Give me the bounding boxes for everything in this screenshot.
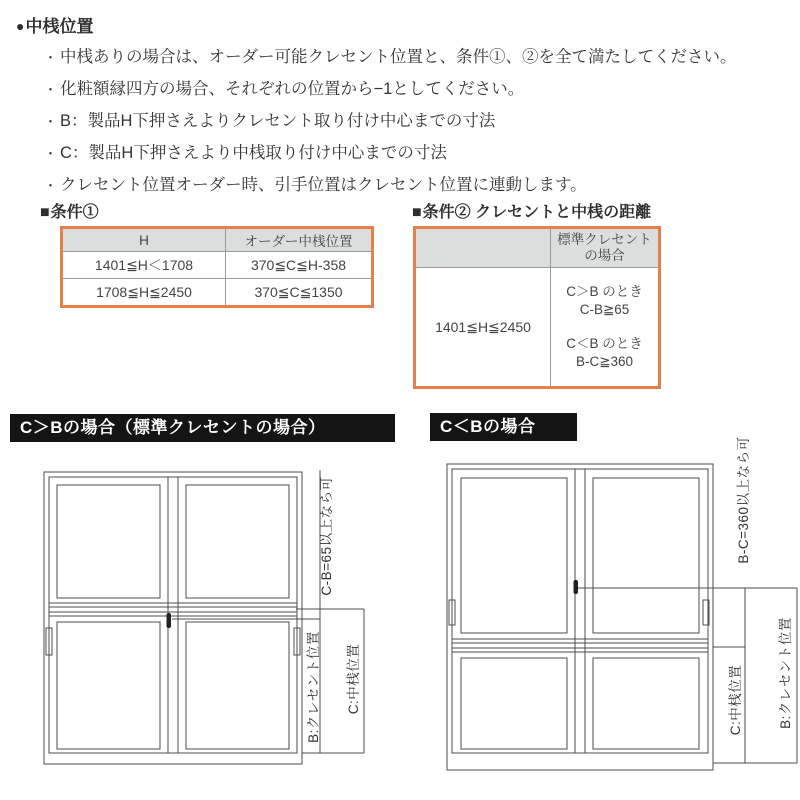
glass-pane <box>461 478 567 633</box>
dim-label-b-left: B:クレセント位置 <box>306 631 321 743</box>
note-item <box>44 48 789 68</box>
column-header: オーダー中桟位置 <box>226 228 373 252</box>
glass-pane <box>461 658 567 749</box>
condition1-table-container <box>60 226 374 308</box>
bullet-icon: ● <box>16 18 25 34</box>
square-marker-icon: ■ <box>412 204 422 221</box>
dim-label-cb: C-B=65以上なら可 <box>319 476 334 596</box>
condition1-title: ■条件① <box>40 204 99 221</box>
diagram-left-banner: C＞Bの場合（標準クレセントの場合） <box>10 414 395 442</box>
table-cell <box>551 268 660 388</box>
condition2-table <box>413 226 661 389</box>
table-cell: 370≦C≦1350 <box>226 279 373 307</box>
table-row <box>62 252 373 279</box>
note-item <box>44 144 789 164</box>
table-cell: 1401≦H≦2450 <box>415 268 551 388</box>
note-item <box>44 80 789 100</box>
rule-formula: C-B≧65 <box>579 302 630 317</box>
page-title-text: 中桟位置 <box>25 17 94 36</box>
window-frame-inner <box>452 469 708 753</box>
crescent-mark <box>574 580 579 594</box>
window-frame-outer <box>44 472 302 764</box>
dim-label-c-right: C:中桟位置 <box>728 664 743 736</box>
page-title <box>16 12 93 37</box>
dot-marker-icon: ・ <box>44 82 58 97</box>
glass-pane <box>593 478 699 633</box>
dot-marker-icon: ・ <box>44 50 58 65</box>
condition2-title: ■条件② クレセントと中桟の距離 <box>412 204 652 221</box>
square-marker-icon: ■ <box>40 204 50 221</box>
table-header-row <box>415 228 660 268</box>
table-cell: 1708≦H≦2450 <box>62 279 226 307</box>
table-row <box>62 279 373 307</box>
rule-formula: B-C≧360 <box>575 354 634 369</box>
diagram-right-banner: C＜Bの場合 <box>430 413 577 441</box>
table-row <box>415 268 660 388</box>
condition1-table <box>60 226 374 308</box>
rule-condition: C＜B のとき <box>566 336 643 351</box>
dot-marker-icon: ・ <box>44 178 58 193</box>
note-text: クレセント位置オーダー時、引手位置はクレセント位置に連動します。 <box>60 176 587 194</box>
note-item <box>44 176 789 196</box>
column-header: 標準クレセント の場合 <box>551 228 660 268</box>
dot-marker-icon: ・ <box>44 146 58 161</box>
glass-pane <box>186 622 289 749</box>
spacer <box>555 319 654 335</box>
dim-label-b-right: B:クレセント位置 <box>778 617 793 729</box>
table-cell: 370≦C≦H-358 <box>226 252 373 279</box>
note-text: 中桟ありの場合は、オーダー可能クレセント位置と、条件①、②を全て満たしてください。 <box>60 48 737 66</box>
condition2-table-container <box>413 226 661 389</box>
dim-label-bc: B-C=360以上なら可 <box>736 436 751 564</box>
dim-label-c-left: C:中桟位置 <box>346 643 361 715</box>
glass-pane <box>186 485 289 598</box>
table-header-row <box>62 228 373 252</box>
note-text: 化粧額縁四方の場合、それぞれの位置から−1としてください。 <box>60 80 525 98</box>
column-header: H <box>62 228 226 252</box>
note-text: C：製品H下押さえより中桟取り付け中心までの寸法 <box>60 144 447 162</box>
rule-condition: C＞B のとき <box>566 284 643 299</box>
note-text: B：製品H下押さえよりクレセント取り付け中心までの寸法 <box>60 112 496 130</box>
table-cell: 1401≦H＜1708 <box>62 252 226 279</box>
glass-pane <box>593 658 699 749</box>
window-frame-inner <box>49 477 297 753</box>
column-header <box>415 228 551 268</box>
dot-marker-icon: ・ <box>44 114 58 129</box>
glass-pane <box>57 485 160 598</box>
glass-pane <box>57 622 160 749</box>
window-frame-outer <box>447 464 713 770</box>
note-item <box>44 112 789 132</box>
crescent-mark <box>167 613 172 628</box>
notes-list <box>44 48 789 208</box>
